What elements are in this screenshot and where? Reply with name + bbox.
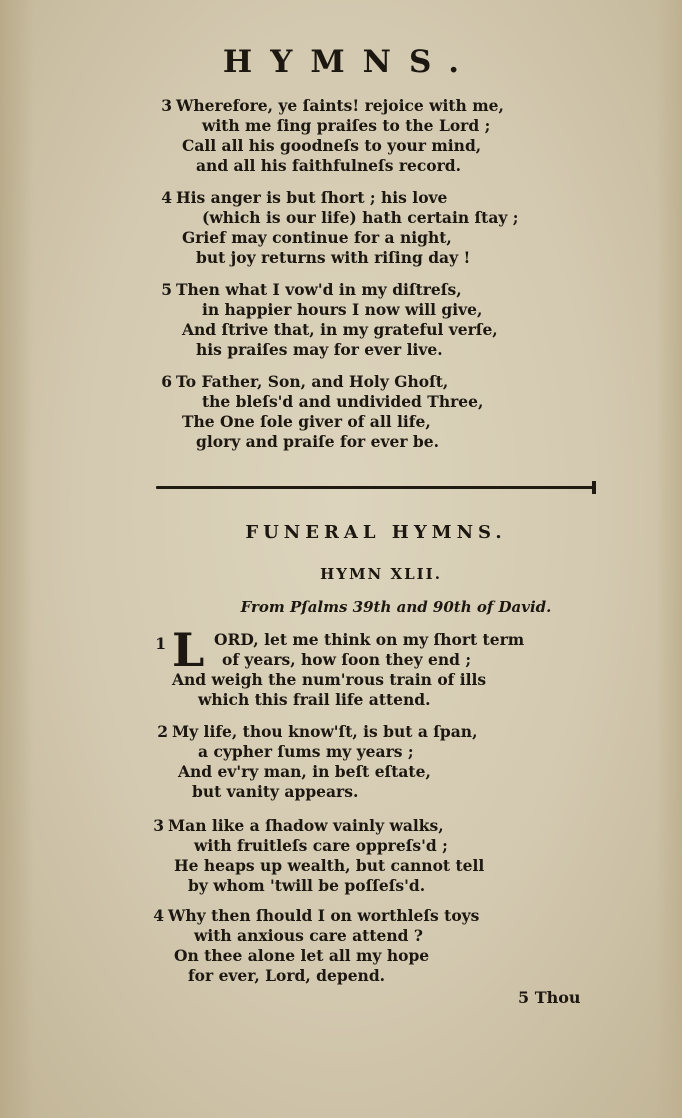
verse-line: with me ſing praiſes to the Lord ; [202,116,491,135]
verse-line: And ſtrive that, in my grateful verſe, [182,320,498,339]
verse-number: 5 [161,280,172,299]
verse-number: 2 [157,722,168,741]
verse-line: but vanity appears. [192,782,359,801]
verse-line: Then what I vow'd in my diſtreſs, [176,280,462,299]
verse-number: 3 [153,816,164,835]
verse-5 [161,280,498,360]
verse-2 [157,722,478,802]
section-divider-rule [156,486,596,489]
verse-number: 3 [161,96,172,115]
verse-4b [153,906,480,986]
verse-line: My life, thou know'ſt, is but a ſpan, [172,722,478,741]
section-divider-rule-end [592,481,596,494]
verse-line: for ever, Lord, depend. [188,966,386,985]
verse-number: 4 [153,906,164,925]
verse-line: He heaps up wealth, but cannot tell [174,856,485,875]
verse-line: Wherefore, ye ſaints! rejoice with me, [176,96,504,115]
verse-line: with fruitleſs care oppreſs'd ; [194,836,448,855]
verse-number: 6 [161,372,172,391]
verse-number: 1 [155,634,166,653]
verse-line: with anxious care attend ? [194,926,423,945]
verse-line: And ev'ry man, in beſt eſtate, [178,762,431,781]
verse-line: The One ſole giver of all life, [182,412,431,431]
verse-line: On thee alone let all my hope [174,946,430,965]
verse-line: by whom 'twill be poſſeſs'd. [188,876,426,895]
verse-line: glory and praiſe for ever be. [196,432,439,451]
verse-line: which this frail life attend. [198,690,431,709]
verse-6 [161,372,484,452]
catchword: 5 Thou [518,988,581,1007]
verse-3 [161,96,504,176]
verse-line: Grief may continue for a night, [182,228,452,247]
verse-line: Why then ſhould I on worthleſs toys [168,906,480,925]
hymn-title: HYMN XLII. [320,565,442,583]
verse-line: Call all his goodneſs to your mind, [182,136,482,155]
verse-line: the bleſs'd and undivided Three, [202,392,484,411]
verse-line: To Father, Son, and Holy Ghoſt, [176,372,449,391]
verse-line: a cypher ſums my years ; [198,742,414,761]
hymn-source: From Pſalms 39th and 90th of David. [240,598,552,616]
verse-line: of years, how ſoon they end ; [222,650,472,669]
verse-line: Man like a ſhadow vainly walks, [168,816,444,835]
verse-line: ORD, let me think on my ſhort term [214,630,525,649]
verse-line: in happier hours I now will give, [202,300,483,319]
section-title: FUNERAL HYMNS. [245,522,507,543]
verse-line: And weigh the num'rous train of ills [172,670,487,689]
verse-line: and all his faithfulneſs record. [196,156,462,175]
verse-line: His anger is but ſhort ; his love [176,188,448,207]
verse-3b [153,816,485,896]
verse-line: his praiſes may for ever live. [196,340,443,359]
verse-1 [155,623,525,710]
verse-line: but joy returns with riſing day ! [196,248,471,267]
verse-number: 4 [161,188,172,207]
verse-line: (which is our life) hath certain ſtay ; [202,208,519,227]
page-edge-shadow-left [0,0,34,1118]
verse-4 [161,188,519,268]
drop-cap: L [172,623,205,677]
page-edge-shadow-right [656,0,682,1118]
running-head: HYMNS. [222,44,478,80]
